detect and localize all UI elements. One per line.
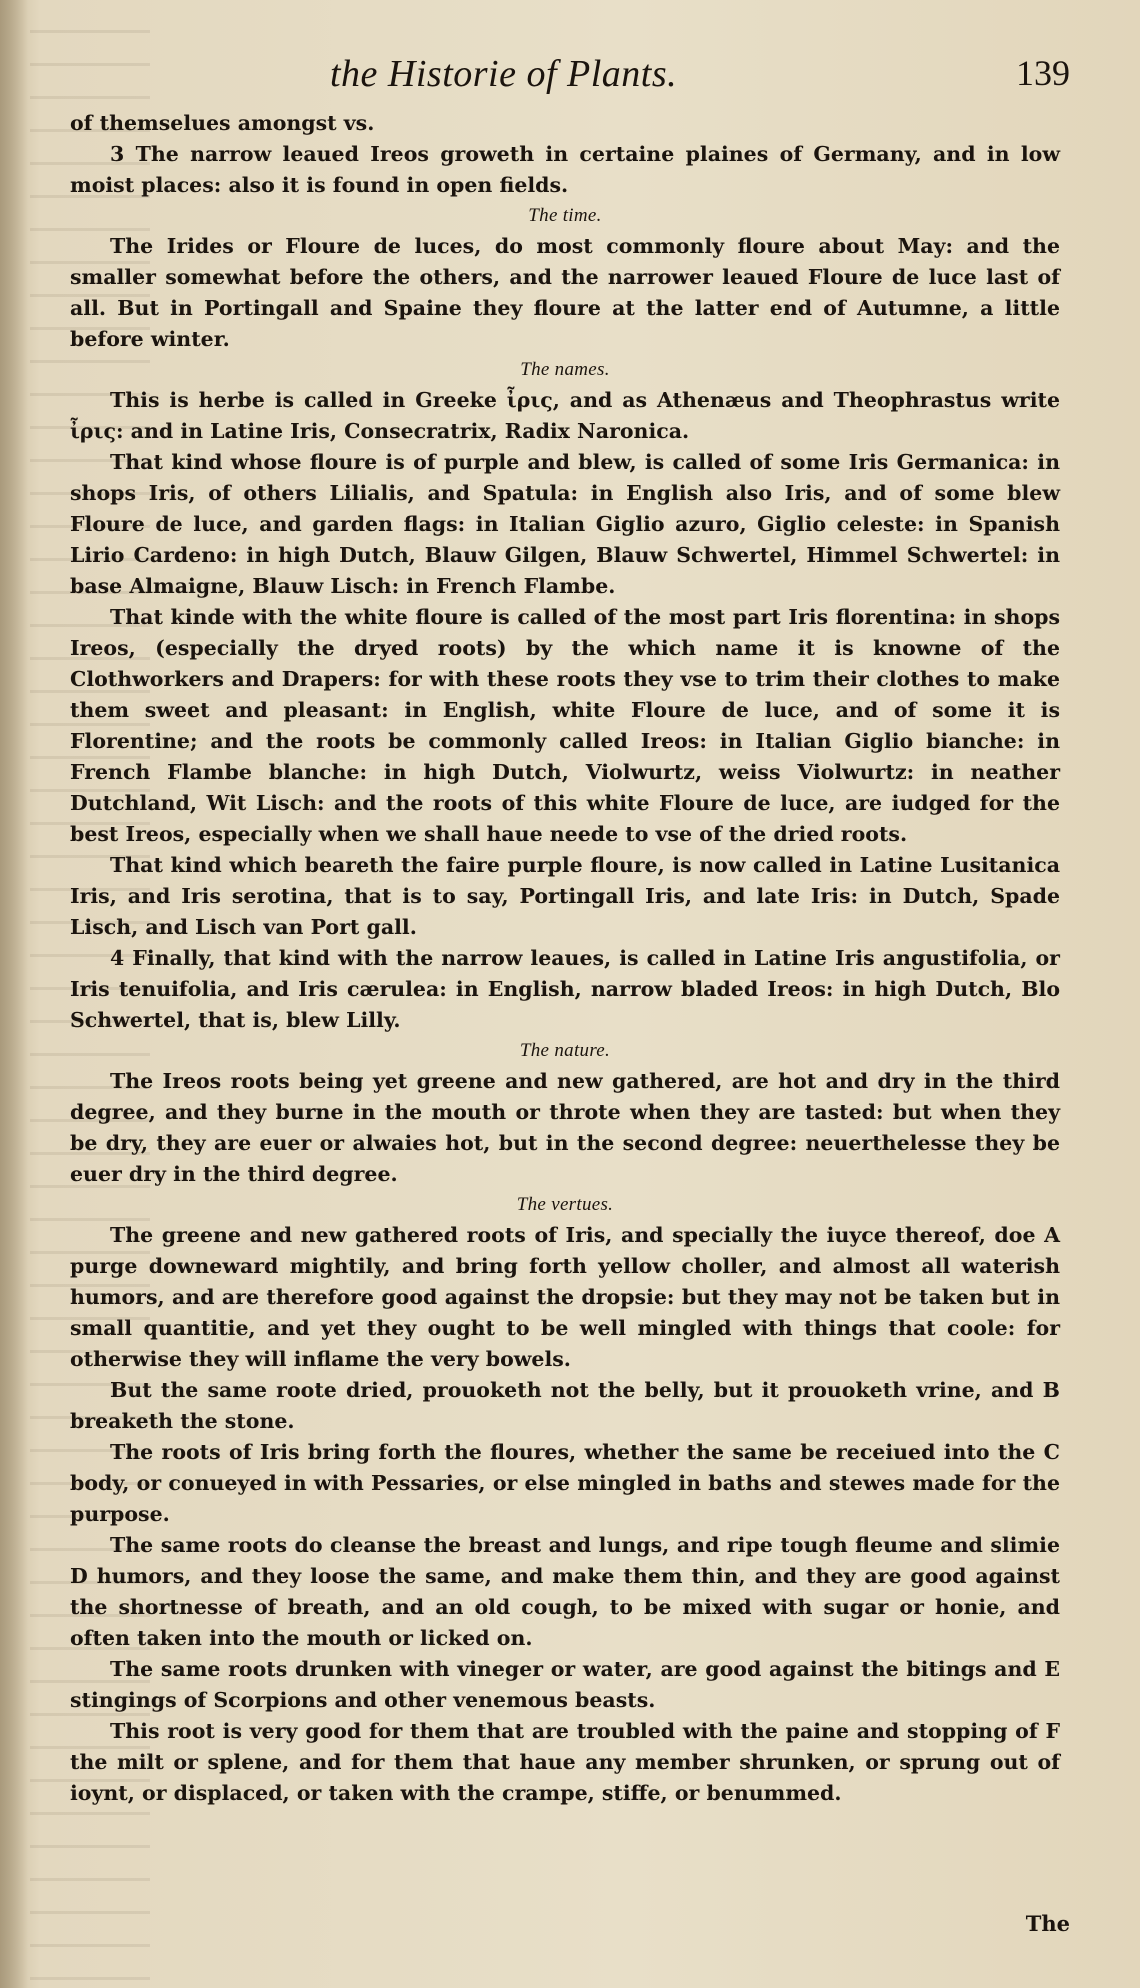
catchword: The [1025, 1911, 1070, 1936]
paragraph-names-5: 4 Finally, that kind with the narrow leaues, is called in Latine Iris angustifolia, or Iris tenuifolia, and Iris cærulea: in English, narrow bladed Ireos: in high Dutch, Blo Schwertel, that is, blew Lilly. [70, 946, 1060, 1032]
paragraph-names-3: That kinde with the white floure is called of the most part Iris florentina: in shops Ireos, (especially the dryed roots) by the which name it is knowne of the Clothworkers and Drapers: for with these roots they vse to trim their clothes to make them sweet and pleasant: in English, white Floure de luce, and of some it is Florentine; and the roots be commonly called Ireos: in Italian Giglio bianche: in French Flambe blanche: in high Dutch, Violwurtz, weiss Violwurtz: in neather Dutchland, Wit Lisch: and the roots of this white Floure de luce, are iudged for the best Ireos, especially when we shall haue neede to vse of the dried roots. [70, 605, 1060, 846]
paragraph-vertues-d: The same roots do cleanse the breast and lungs, and ripe tough fleume and slimie D humors, and they loose the same, and make them thin, and they are good against the shortnesse of breath, and an old cough, to be mixed with sugar or honie, and often taken into the mouth or licked on. [70, 1533, 1060, 1650]
running-title: the Historie of Plants. [330, 53, 678, 95]
paragraph-nature: The Ireos roots being yet greene and new gathered, are hot and dry in the third degree, and they burne in the mouth or throte when they are tasted: but when they be dry, they are euer or alwaies hot, but in the second degree: neuerthelesse they be euer dry in the third degree. [70, 1069, 1060, 1186]
paragraph-names-4: That kind which beareth the faire purple floure, is now called in Latine Lusitanica Iris, and Iris serotina, that is to say, Portingall Iris, and late Iris: in Dutch, Spade Lisch, and Lisch van Port gall. [70, 853, 1060, 939]
page-body [70, 108, 1060, 1809]
paragraph-item-3: 3 The narrow leaued Ireos groweth in certaine plaines of Germany, and in low moist places: also it is found in open fields. [70, 142, 1060, 197]
section-heading-names: The names. [520, 359, 610, 380]
paragraph-vertues-e: The same roots drunken with vineger or water, are good against the bitings and E stingings of Scorpions and other venemous beasts. [70, 1657, 1060, 1712]
page-header [330, 52, 1080, 102]
paragraph-names-2: That kind whose floure is of purple and blew, is called of some Iris Germanica: in shops Iris, of others Lilialis, and Spatula: in English also Iris, and of some blew Floure de luce, and garden flags: in Italian Giglio azuro, Giglio celeste: in Spanish Lirio Cardeno: in high Dutch, Blauw Gilgen, Blauw Schwertel, Himmel Schwertel: in base Almaigne, Blauw Lisch: in French Flambe. [70, 450, 1060, 598]
section-heading-vertues: The vertues. [516, 1194, 614, 1215]
paragraph-vertues-c: The roots of Iris bring forth the floures, whether the same be receiued into the C body, or conueyed in with Pessaries, or else mingled in baths and stewes made for the purpose. [70, 1440, 1060, 1526]
paragraph-continuation: of themselues amongst vs. [70, 111, 375, 135]
page-number: 139 [1016, 53, 1070, 93]
paragraph-vertues-a: The greene and new gathered roots of Iris, and specially the iuyce thereof, doe A purge downeward mightily, and bring forth yellow choller, and almost all waterish humors, and are therefore good against the dropsie: but they may not be taken but in small quantitie, and yet they ought to be well mingled with things that coole: for otherwise they will inflame the very bowels. [70, 1223, 1060, 1371]
paragraph-names-1: This is herbe is called in Greeke ἶρις, and as Athenæus and Theophrastus write ἶρις: and in Latine Iris, Consecratrix, Radix Naronica. [70, 388, 1060, 443]
section-heading-nature: The nature. [519, 1040, 611, 1061]
paragraph-time: The Irides or Floure de luces, do most commonly floure about May: and the smaller somewhat before the others, and the narrower leaued Floure de luce last of all. But in Portingall and Spaine they floure at the latter end of Autumne, a little before winter. [70, 234, 1060, 351]
page-gutter-shadow [0, 0, 28, 1988]
paragraph-vertues-f: This root is very good for them that are troubled with the paine and stopping of F the milt or splene, and for them that haue any member shrunken, or sprung out of ioynt, or displaced, or taken with the crampe, stiffe, or benummed. [70, 1719, 1060, 1805]
paragraph-vertues-b: But the same roote dried, prouoketh not the belly, but it prouoketh vrine, and B breaketh the stone. [70, 1378, 1060, 1433]
section-heading-time: The time. [528, 205, 602, 226]
